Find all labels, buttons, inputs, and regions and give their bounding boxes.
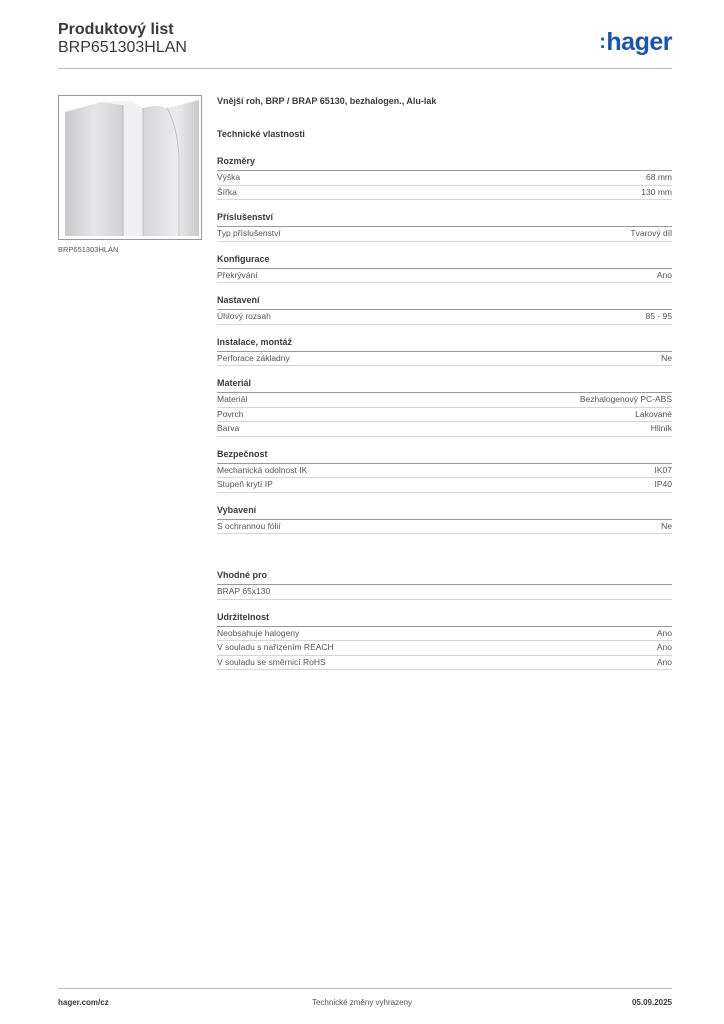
section-heading: Konfigurace — [217, 254, 672, 269]
suitable-for-group — [217, 570, 672, 600]
spec-value: Lakované — [635, 408, 672, 419]
spec-label: Výška — [217, 172, 241, 182]
spec-value: Ano — [656, 269, 672, 280]
section-heading: Udržitelnost — [217, 612, 672, 627]
spec-value: Tvarový díl — [630, 228, 672, 238]
spec-sections — [217, 156, 672, 534]
spec-row — [217, 464, 672, 479]
logo-text: hager — [606, 28, 672, 56]
spec-row — [217, 627, 672, 642]
spec-row — [217, 641, 672, 656]
spec-group-settings — [217, 295, 672, 325]
spec-value: IK07 — [654, 464, 672, 475]
spec-group-material — [217, 378, 672, 437]
spec-group-dimensions — [217, 156, 672, 200]
spec-row — [217, 227, 672, 242]
specification-column — [217, 96, 672, 678]
spec-group-accessories — [217, 212, 672, 242]
spec-label: V souladu se směrnicí RoHS — [217, 656, 326, 667]
spec-row — [217, 408, 672, 423]
spec-label: Překrývání — [217, 269, 258, 280]
spec-value: IP40 — [654, 479, 672, 489]
spec-row — [217, 310, 672, 325]
spec-label: Barva — [217, 423, 240, 433]
spec-row — [217, 186, 672, 201]
header-divider — [58, 68, 672, 69]
spec-value: Ano — [656, 627, 672, 638]
spec-label: BRAP 65x130 — [217, 586, 271, 596]
spec-row — [217, 171, 672, 186]
product-image — [58, 95, 202, 240]
spec-row — [217, 269, 672, 284]
section-heading: Vhodné pro — [217, 570, 672, 585]
spec-label: Stupeň krytí IP — [217, 479, 273, 489]
spec-value: Ne — [661, 520, 672, 531]
section-heading: Rozměry — [217, 156, 672, 171]
spec-label: Úhlový rozsah — [217, 311, 271, 321]
sustainability-group — [217, 612, 672, 671]
spec-value: 130 mm — [641, 186, 672, 197]
spec-group-configuration — [217, 254, 672, 284]
corner-piece-picture — [59, 96, 201, 239]
section-spacer — [217, 542, 672, 558]
logo-dots-icon: : — [599, 31, 606, 53]
spec-group-safety — [217, 449, 672, 493]
section-heading: Příslušenství — [217, 212, 672, 227]
spec-group-installation — [217, 337, 672, 367]
spec-label: Materiál — [217, 394, 248, 404]
spec-group-equipment — [217, 505, 672, 535]
spec-label: S ochrannou fólií — [217, 520, 281, 531]
section-heading: Instalace, montáž — [217, 337, 672, 352]
spec-value: Hliník — [650, 423, 672, 433]
image-caption: BRP651303HLAN — [58, 245, 119, 254]
section-heading: Bezpečnost — [217, 449, 672, 464]
spec-row — [217, 422, 672, 437]
spec-row — [217, 478, 672, 493]
spec-value: Ne — [661, 352, 672, 363]
technical-properties-heading: Technické vlastnosti — [217, 129, 305, 139]
spec-value: Bezhalogenový PC-ABS — [579, 394, 672, 404]
spec-label: V souladu s nařízením REACH — [217, 642, 334, 652]
spec-label: Neobsahuje halogeny — [217, 627, 300, 638]
spec-value: 68 mm — [646, 172, 672, 182]
product-description: Vnější roh, BRP / BRAP 65130, bezhalogen., Alu-lak — [217, 96, 437, 106]
section-heading: Vybavení — [217, 505, 672, 520]
spec-row — [217, 393, 672, 408]
footer-notice: Technické změny vyhrazeny — [311, 998, 413, 1007]
spec-label: Povrch — [217, 408, 244, 419]
spec-row — [217, 352, 672, 367]
spec-row — [217, 585, 672, 600]
hager-logo — [599, 28, 672, 57]
page-title: Produktový list — [58, 21, 174, 38]
section-heading: Materiál — [217, 378, 672, 393]
spec-value: 85 - 95 — [645, 311, 672, 321]
product-code: BRP651303HLAN — [58, 39, 187, 56]
spec-label: Šířka — [217, 186, 237, 197]
footer-website-link[interactable]: hager.com/cz — [58, 998, 109, 1007]
spec-label: Perforace základny — [217, 352, 290, 363]
spec-value: Ano — [656, 656, 672, 667]
spec-label: Mechanická odolnost IK — [217, 464, 308, 475]
section-heading: Nastavení — [217, 295, 672, 310]
spec-row — [217, 520, 672, 535]
spec-row — [217, 656, 672, 671]
spec-value: Ano — [656, 642, 672, 652]
footer-divider — [58, 988, 672, 989]
footer-date: 05.09.2025 — [631, 998, 672, 1007]
spec-label: Typ příslušenství — [217, 228, 281, 238]
